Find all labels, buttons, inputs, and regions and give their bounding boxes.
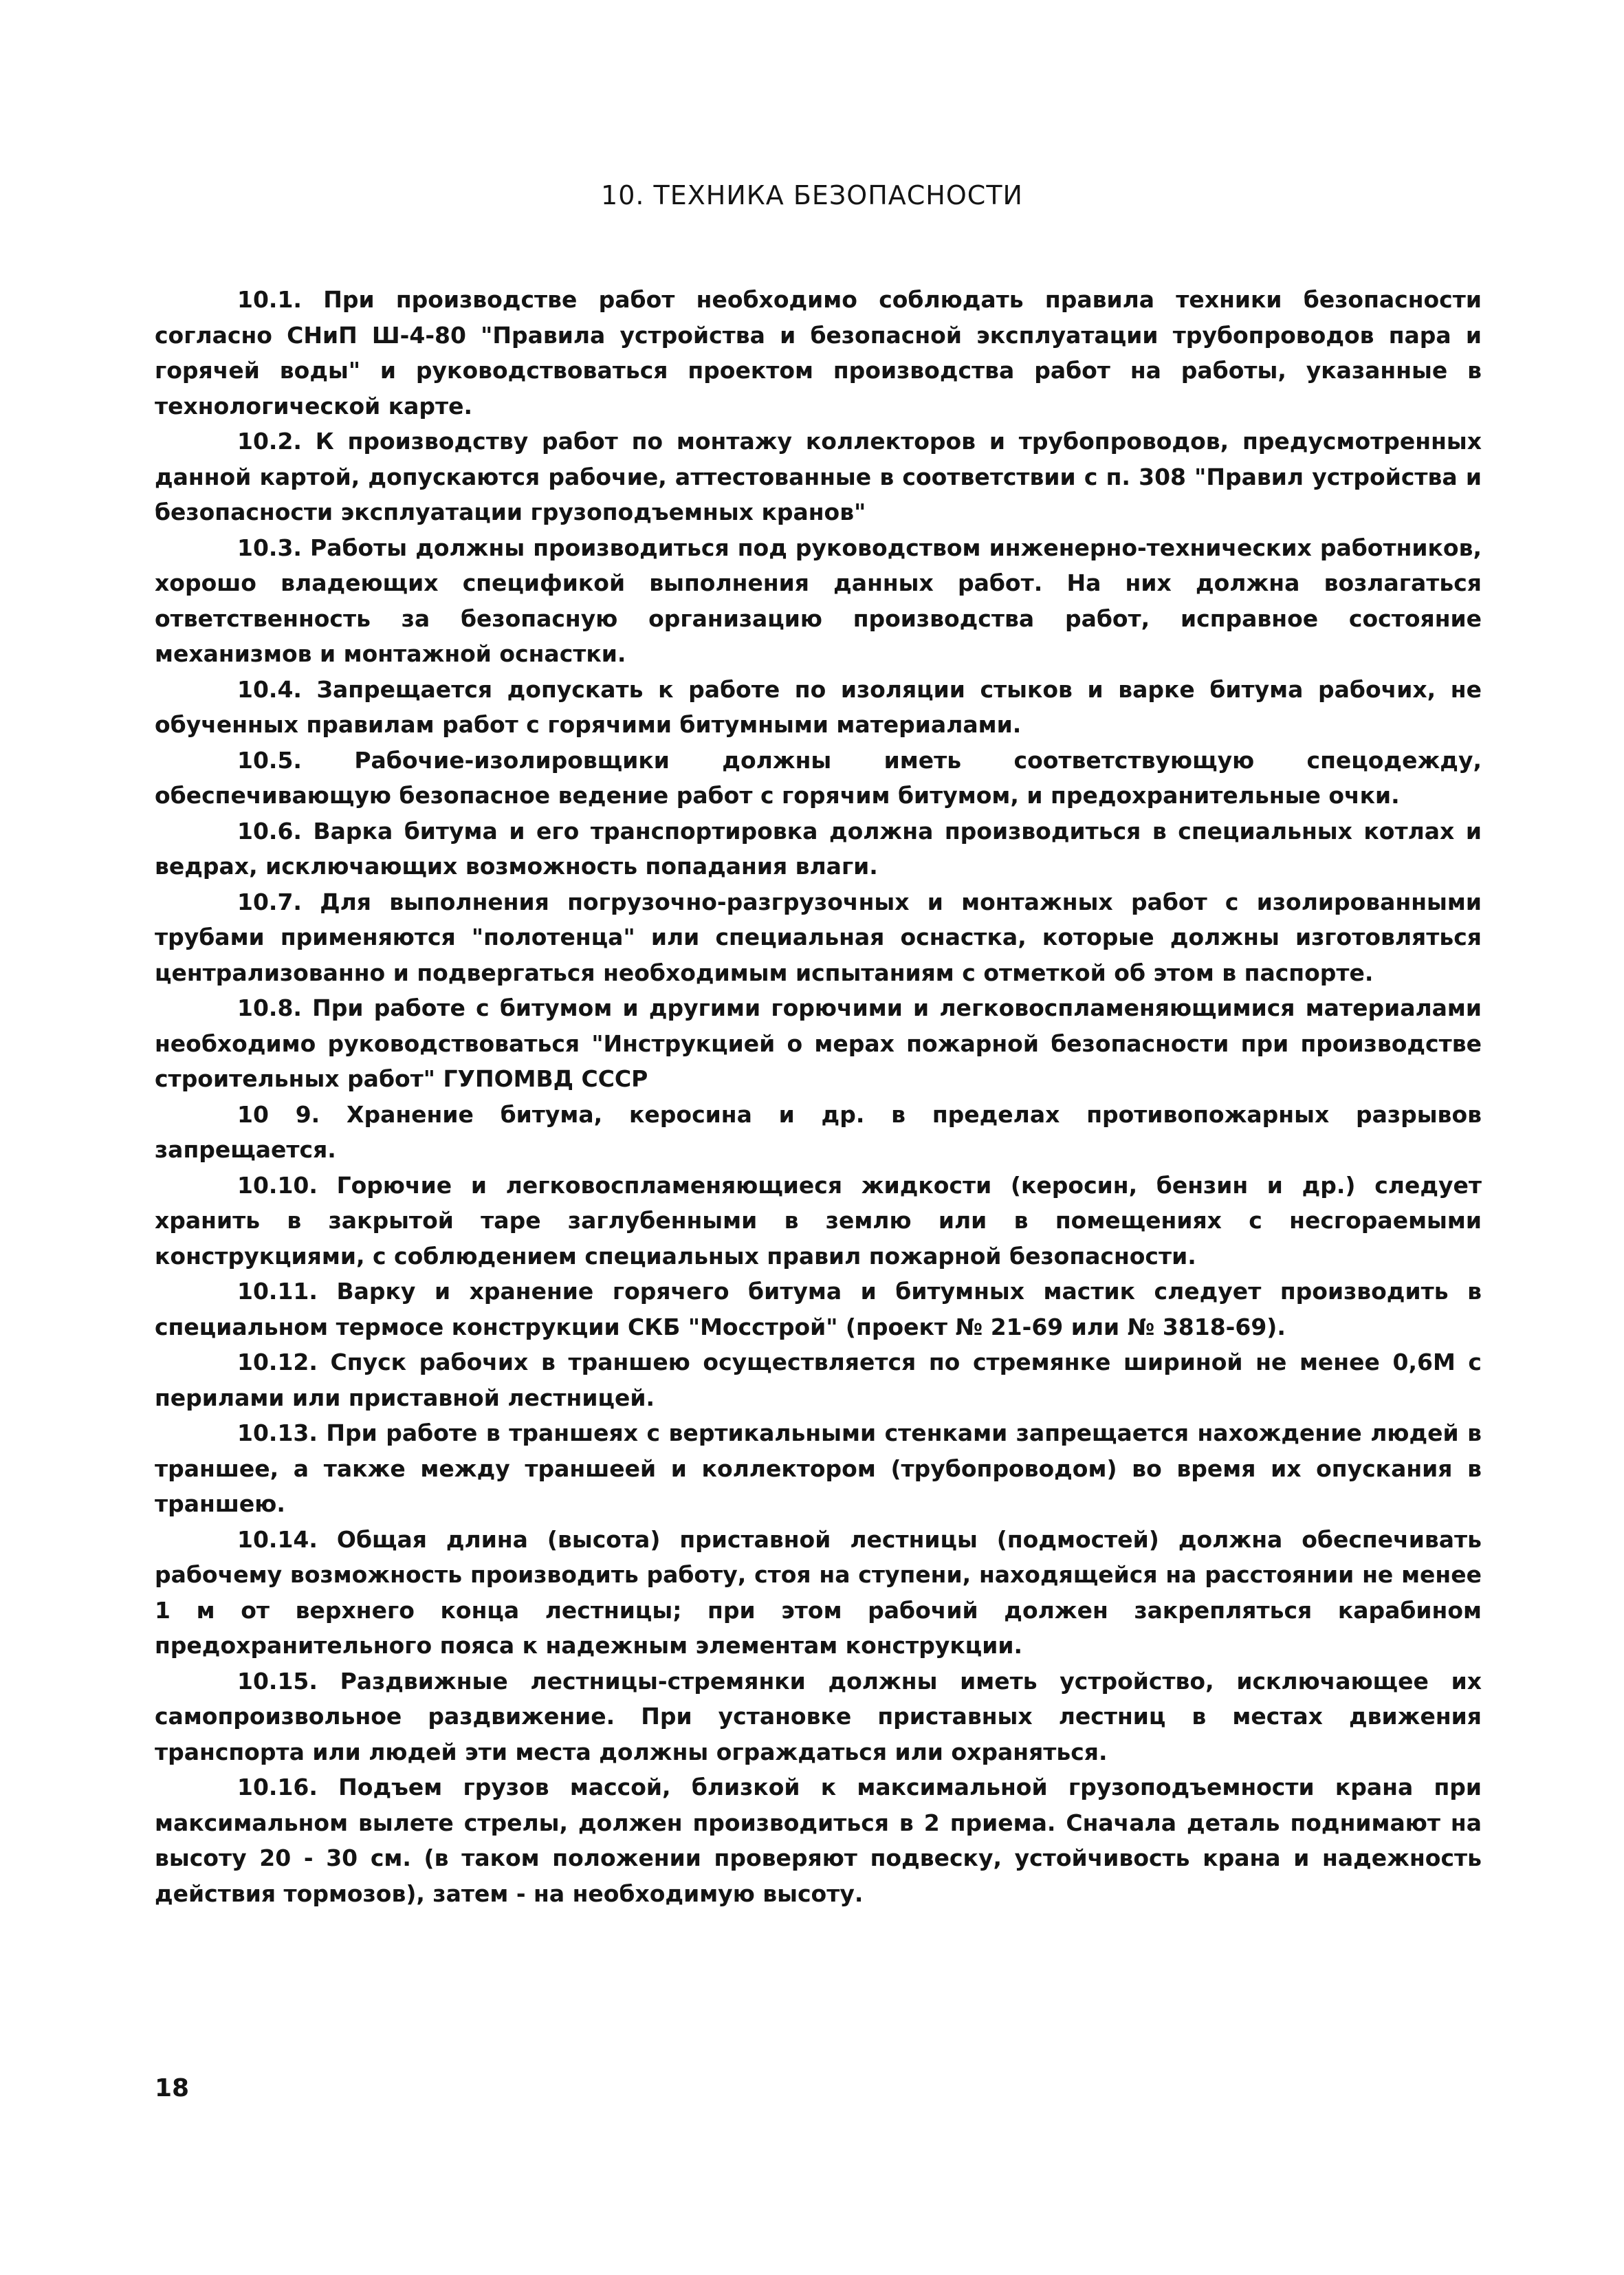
paragraph-10-9: 10 9. Хранение битума, керосина и др. в пределах противопожарных разрывов запрещается. — [155, 1100, 1482, 1163]
paragraph-10-15: 10.15. Раздвижные лестницы-стремянки должны иметь устройство, исключающее их самопроизвольное раздвижение. При установке приставных лестниц в местах движения транспорта или людей эти места должны ограждаться или охраняться. — [155, 1667, 1482, 1765]
paragraph-10-4: 10.4. Запрещается допускать к работе по изоляции стыков и варке битума рабочих, не обученных правилам работ с горячими битумными материалами. — [155, 675, 1482, 738]
paragraph-10-16: 10.16. Подъем грузов массой, близкой к максимальной грузоподъемности крана при максимальном вылете стрелы, должен производиться в 2 приема. Сначала деталь поднимают на высоту 20 - 30 см. (в таком положении проверяют подвеску, устойчивость крана и надежность действия тормозов), затем - на необходимую высоту. — [155, 1774, 1482, 1907]
section-title: 10. ТЕХНИКА БЕЗОПАСНОСТИ — [601, 180, 1023, 210]
paragraph-10-8: 10.8. При работе с битумом и другими горючими и легковоспламеняющимися материалами необходимо руководствоваться "Инструкцией о мерах пожарной безопасности при производстве строительных работ" ГУПОМВД СССР — [155, 994, 1482, 1092]
paragraph-10-12: 10.12. Спуск рабочих в траншею осуществляется по стремянке шириной не менее 0,6М с перилами или приставной лестницей. — [155, 1349, 1482, 1411]
paragraph-10-13: 10.13. При работе в траншеях с вертикальными стенками запрещается нахождение людей в траншее, а также между траншеей и коллектором (трубопроводом) во время их опускания в траншею. — [155, 1419, 1482, 1517]
paragraph-10-7: 10.7. Для выполнения погрузочно-разгрузочных и монтажных работ с изолированными трубами применяются "полотенца" или специальная оснастка, которые должны изготовляться централизованно и подвергаться необходимым испытаниям с отметкой об этом в паспорте. — [155, 888, 1482, 986]
paragraph-10-6: 10.6. Варка битума и его транспортировка должна производиться в специальных котлах и ведрах, исключающих возможность попадания влаги. — [155, 817, 1482, 880]
paragraph-10-5: 10.5. Рабочие-изолировщики должны иметь соответствующую спецодежду, обеспечивающую безопасное ведение работ с горячим битумом, и предохранительные очки. — [155, 746, 1482, 809]
paragraph-10-2: 10.2. К производству работ по монтажу коллекторов и трубопроводов, предусмотренных данной картой, допускаются рабочие, аттестованные в соответствии с п. 308 "Правил устройства и безопасности эксплуатации грузоподъемных кранов" — [155, 428, 1482, 525]
paragraph-10-10: 10.10. Горючие и легковоспламеняющиеся жидкости (керосин, бензин и др.) следует хранить в закрытой таре заглубенными в землю или в помещениях с несгораемыми конструкциями, с соблюдением специальных правил пожарной безопасности. — [155, 1171, 1482, 1270]
paragraph-10-11: 10.11. Варку и хранение горячего битума и битумных мастик следует производить в специальном термосе конструкции СКБ "Мосстрой" (проект № 21-69 или № 3818-69). — [155, 1278, 1482, 1340]
page-number: 18 — [155, 2074, 190, 2102]
paragraph-10-1: 10.1. При производстве работ необходимо соблюдать правила техники безопасности согласно СНиП Ш-4-80 "Правила устройства и безопасной эксплуатации трубопроводов пара и горячей воды" и руководствоваться проектом производства работ на работы, указанные в технологической карте. — [155, 286, 1482, 420]
paragraph-10-3: 10.3. Работы должны производиться под руководством инженерно-технических работников, хорошо владеющих спецификой выполнения данных работ. На них должна возлагаться ответственность за безопасную организацию производства работ, исправное состояние механизмов и монтажной оснастки. — [155, 534, 1482, 667]
section-body — [155, 282, 1482, 1911]
paragraph-10-14: 10.14. Общая длина (высота) приставной лестницы (подмостей) должна обеспечивать рабочему возможность производить работу, стоя на ступени, находящейся на расстоянии не менее 1 м от верхнего конца лестницы; при этом рабочий должен закрепляться карабином предохранительного пояса к надежным элементам конструкции. — [155, 1525, 1482, 1659]
